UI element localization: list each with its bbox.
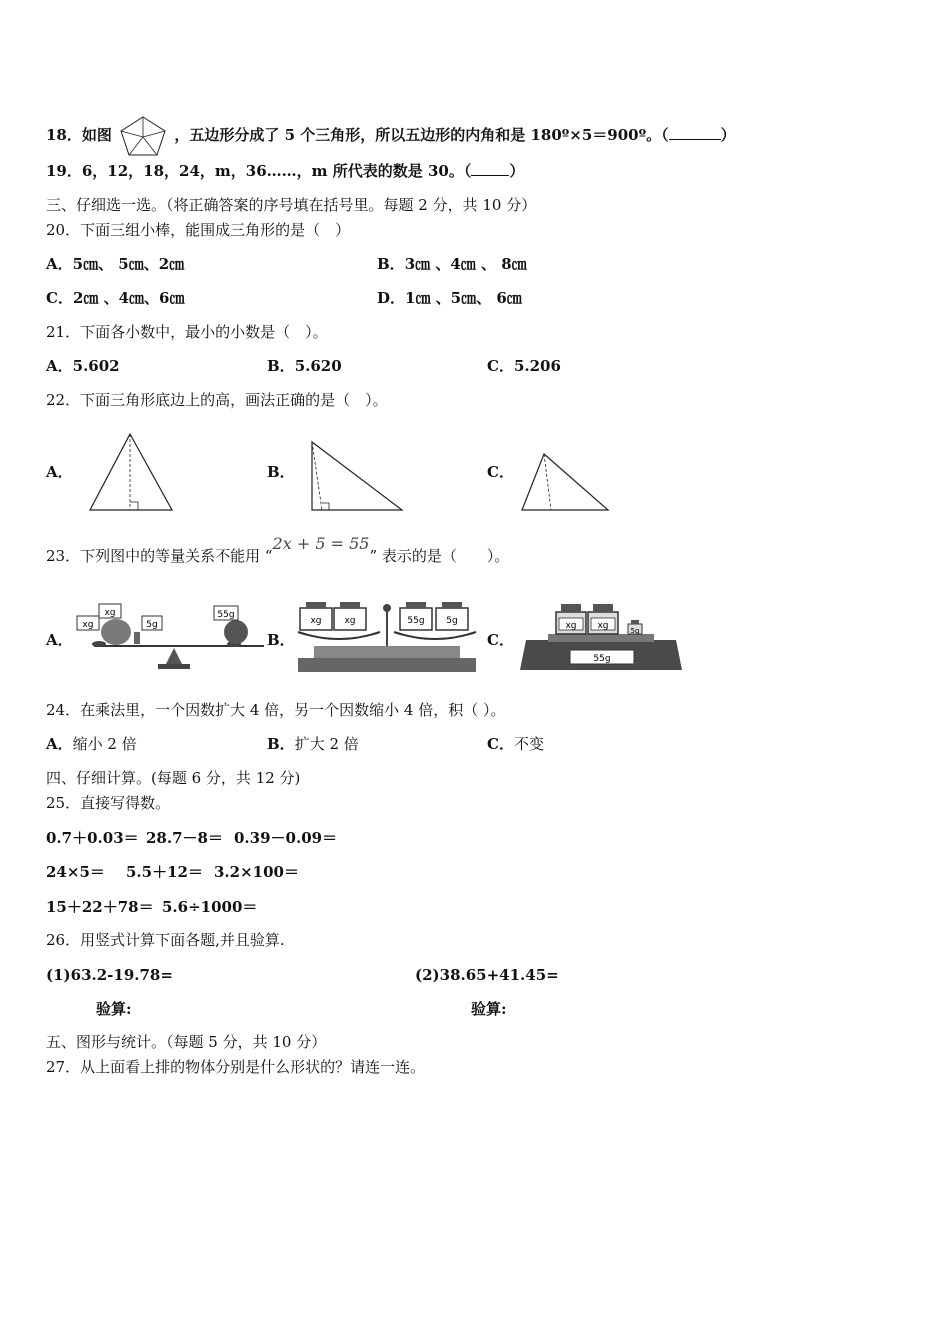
section-5-heading: 五、图形与统计。（每题 5 分，共 10 分） — [46, 1033, 327, 1051]
option-text: 5㎝、 5㎝、2㎝ — [72, 255, 185, 273]
calc-item: 15＋22＋78＝ — [46, 898, 154, 916]
option-text: 不变 — [513, 735, 544, 753]
question-19 — [46, 161, 524, 181]
option-text: 1㎝ 、5㎝、 6㎝ — [405, 289, 522, 307]
q22-option-b-label[interactable]: B． — [267, 463, 295, 481]
option-text: 5.602 — [72, 357, 120, 375]
q23-equation: 2x + 5 = 55 — [272, 534, 370, 553]
q21-option-c[interactable] — [487, 356, 561, 376]
q18-prefix: 18．如图 — [46, 126, 112, 144]
platform-scale-c[interactable] — [518, 598, 684, 672]
q19-answer-blank[interactable] — [471, 161, 509, 176]
option-label: C． — [46, 289, 73, 307]
q23-stem-prefix: 23．下列图中的等量关系不能用 “ — [46, 547, 273, 565]
option-label: C． — [487, 735, 514, 753]
q23-option-a-label[interactable]: A． — [46, 631, 73, 649]
calc-item: 24×5＝ — [46, 863, 105, 881]
q26-check-2: 验算: — [471, 1000, 507, 1018]
option-text: 2㎝ 、4㎝、6㎝ — [72, 289, 185, 307]
q21-option-a[interactable] — [46, 356, 120, 376]
triangle-a-figure[interactable] — [88, 432, 174, 512]
option-label: B． — [267, 735, 295, 753]
weight-tag: xg — [82, 620, 94, 630]
option-label: B． — [267, 357, 295, 375]
weight-tag: 5g — [446, 616, 458, 626]
q24-option-b[interactable] — [267, 734, 359, 754]
q19-text: 19．6，12，18，24，m，36……，m 所代表的数是 30。（ — [46, 162, 472, 180]
section-4-heading: 四、仔细计算。(每题 6 分，共 12 分) — [46, 769, 301, 787]
option-text: 3㎝ 、4㎝ 、 8㎝ — [404, 255, 527, 273]
q23-option-b-label[interactable]: B． — [267, 631, 295, 649]
option-text: 5.620 — [294, 357, 342, 375]
q22-option-c-label[interactable]: C． — [487, 463, 514, 481]
calc-item: 5.6÷1000＝ — [162, 898, 258, 916]
balance-scale-a[interactable] — [74, 598, 270, 672]
q23-option-c-label[interactable]: C． — [487, 631, 514, 649]
weight-tag: xg — [104, 608, 116, 618]
q24-option-a[interactable] — [46, 734, 137, 754]
weight-tag: xg — [565, 621, 577, 631]
q18-text: ，五边形分成了 5 个三角形，所以五边形的内角和是 180º×5＝900º。（ — [174, 126, 669, 144]
calc-item: 0.39－0.09＝ — [234, 829, 338, 847]
q22-stem: 22．下面三角形底边上的高，画法正确的是（ ）。 — [46, 391, 388, 409]
option-label: A． — [46, 735, 73, 753]
q19-suffix: ） — [509, 162, 525, 180]
calc-item: 3.2×100＝ — [214, 863, 299, 881]
q20-option-d[interactable] — [377, 288, 522, 308]
weight-tag: 55g — [593, 654, 611, 664]
calc-item: 0.7＋0.03＝ — [46, 829, 139, 847]
weight-tag: 5g — [630, 627, 640, 635]
option-text: 扩大 2 倍 — [294, 735, 359, 753]
q24-option-c[interactable] — [487, 734, 544, 754]
question-23 — [46, 534, 510, 566]
q20-stem: 20．下面三组小棒，能围成三角形的是（ ） — [46, 221, 351, 239]
q27-stem: 27．从上面看上排的物体分别是什么形状的？请连一连。 — [46, 1058, 426, 1076]
q25-stem: 25．直接写得数。 — [46, 794, 171, 812]
section-3-heading: 三、仔细选一选。（将正确答案的序号填在括号里。每题 2 分，共 10 分） — [46, 196, 537, 214]
option-text: 缩小 2 倍 — [72, 735, 137, 753]
q18-suffix: ） — [720, 126, 736, 144]
weight-tag: xg — [597, 621, 609, 631]
q26-problem-1: (1)63.2-19.78= — [46, 966, 173, 984]
calc-item: 5.5＋12＝ — [126, 863, 203, 881]
option-label: B． — [377, 255, 405, 273]
q20-option-a[interactable] — [46, 254, 184, 274]
option-label: A． — [46, 255, 73, 273]
weight-tag: 55g — [407, 616, 425, 626]
q26-stem: 26．用竖式计算下面各题,并且验算. — [46, 931, 285, 949]
q21-option-b[interactable] — [267, 356, 342, 376]
q18-answer-blank[interactable] — [669, 125, 721, 140]
q24-stem: 24．在乘法里，一个因数扩大 4 倍，另一个因数缩小 4 倍，积（ ）。 — [46, 701, 506, 719]
option-text: 5.206 — [513, 357, 561, 375]
option-label: C． — [487, 357, 514, 375]
q21-stem: 21．下面各小数中，最小的小数是（ ）。 — [46, 323, 328, 341]
triangle-c-figure[interactable] — [520, 452, 612, 514]
option-label: A． — [46, 357, 73, 375]
q26-problem-2: (2)38.65+41.45= — [415, 966, 559, 984]
weight-tag: xg — [344, 616, 356, 626]
option-label: D． — [377, 289, 406, 307]
q20-option-c[interactable] — [46, 288, 185, 308]
q23-stem-suffix: ” 表示的是（ ）。 — [369, 547, 510, 565]
calc-item: 28.7－8＝ — [146, 829, 223, 847]
balance-scale-b[interactable] — [294, 594, 480, 674]
question-18 — [46, 115, 736, 157]
weight-tag: 55g — [217, 610, 235, 620]
weight-tag: 5g — [146, 620, 158, 630]
q26-check-1: 验算: — [96, 1000, 132, 1018]
pentagon-figure — [119, 115, 167, 157]
triangle-b-figure[interactable] — [308, 440, 406, 514]
weight-tag: xg — [310, 616, 322, 626]
q22-option-a-label[interactable]: A． — [46, 463, 73, 481]
q20-option-b[interactable] — [377, 254, 527, 274]
